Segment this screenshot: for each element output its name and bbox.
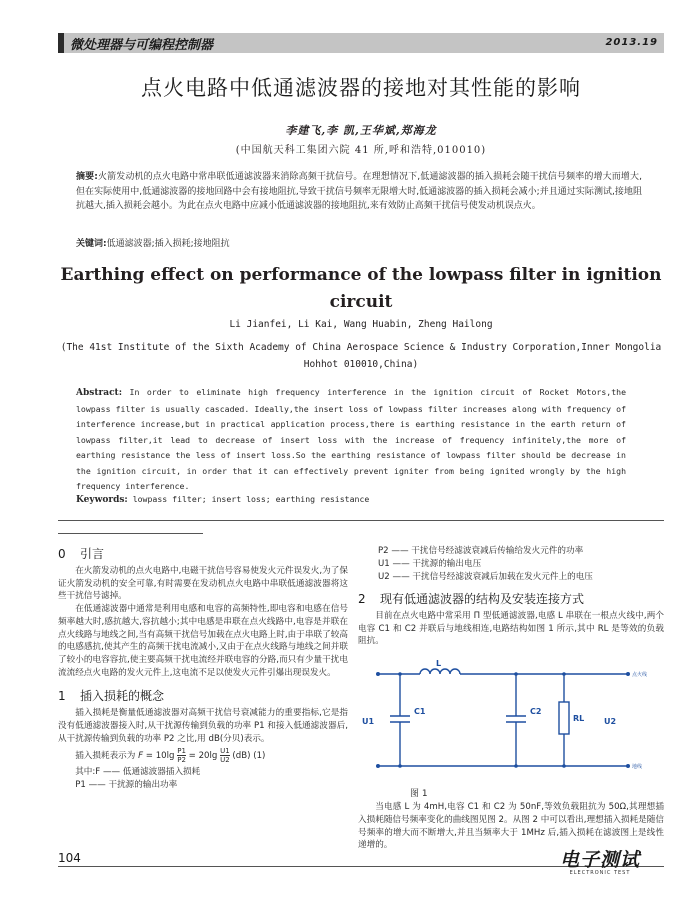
section-2-paragraph: 当电感 L 为 4mH,电容 C1 和 C2 为 50nF,等效负载阻抗为 50Ω,其理想插入损耗随信号频率变化的曲线图见图 2。从图 2 中可以看出,理想插入损耗是随信号频率的增大而不断增大,并且当频率大于 1MHz 后,插入损耗在滤波图上是线性递增的。	[358, 802, 664, 851]
load-resistor-label: RL	[573, 714, 585, 724]
definition-item: P2 —— 干扰信号经滤波衰减后传输给发火元件的功率	[378, 546, 584, 556]
keywords-cn	[76, 236, 642, 249]
ignition-line-label: 点火线	[632, 672, 648, 679]
section-1-number: 1	[58, 689, 66, 704]
inductor-label: L	[436, 659, 442, 669]
abstract-en-label: Abstract:	[76, 388, 123, 398]
capacitor-c1-label: C1	[414, 707, 426, 717]
logo-subtitle: ELECTRONIC TEST	[569, 870, 631, 876]
output-voltage-label: U2	[604, 717, 617, 727]
logo-title: 电子测试	[559, 849, 640, 871]
formula-unit: (dB)	[232, 751, 251, 762]
definition-item: U1 —— 干扰源的输出电压	[378, 559, 482, 569]
section-1-paragraph: 插入损耗是衡量低通滤波器对高频干扰信号衰减能力的重要指标,它是指没有低通滤波器接入时,从干扰源传输到负载的功率 P1 和接入低通滤波器后,从干扰源传输到负载的功率 P2 之比,用 dB(分贝)表示。	[58, 708, 348, 744]
junction-dot	[562, 672, 566, 676]
section-0-title: 引言	[80, 547, 105, 561]
abstract-cn-text: 火箭发动机的点火电路中常串联低通滤波器来消除高频干扰信号。在理想情况下,低通滤波器的插入损耗会随干扰信号频率的增大而增大,但在实际使用中,低通滤波器的接地回路中会有接地阻抗,导致干扰信号频率无限增大时,低通滤波器的插入损耗会减小;并且通过实际测试,接地阻抗越大,插入损耗会越小。为此在点火电路中应减小低通滤波器的接地阻抗,来有效防止高频干扰信号使发动机误点火。	[76, 172, 642, 211]
abstract-en	[76, 385, 626, 495]
definition-item: U2 —— 干扰信号经滤波衰减后加载在发火元件上的电压	[378, 572, 593, 582]
section-1-title: 插入损耗的概念	[80, 689, 165, 704]
keywords-cn-label: 关键词:	[76, 239, 107, 249]
affiliation-en: (The 41st Institute of the Sixth Academy of China Aerospace Science & Industry Corporation,Inner Mongolia Hohhot 010010,China)	[60, 342, 662, 370]
formula-f: F	[138, 751, 144, 762]
section-2-heading	[358, 590, 664, 607]
divider-rule	[58, 520, 664, 521]
circuit-diagram	[358, 654, 658, 782]
junction-dot	[514, 672, 518, 676]
section-0-paragraph: 在低通滤波器中通常是利用电感和电容的高频特性,即电容和电感在信号频率越大时,感抗越大,容抗越小;其中电感是串联在点火线路中,电容是并联在点火线路与地线之间,当有高频干扰信号加载在点火电路上时,由于串联了较高的电感感抗,使其产生的高频干扰电流减小,又由于在点火线路与地线之间并联了较小的电容容抗,使主要高频干扰电流经并联电容的分路,而只有少量干扰电流流经点火电路的发火元件上,这电流不足以使发火元件引爆出现误发火。	[58, 604, 348, 678]
terminal-dot	[626, 764, 630, 768]
formula-1: 插入损耗表示为 F = 10lg $\frac{P1}{P2}$ = 20lg $\frac{U1}{U2}$ (dB) (1)	[75, 747, 266, 765]
abstract-en-text: In order to eliminate high frequency interference in the ignition circuit of Rocket Motors,the lowpass filter is usually cascaded. Ideally,the insert loss of lowpass filter increases along with frequency of interference increase,but in practical application process,there is earthing resistance in the earth return of lowpass filter,it lead to decrease of insert loss with the increase of frequency infinitely,the more of earthing resistance the less of insert loss.So the earthing resistance of lowpass filter should be decrease in the ignition circuit, in order that it can effectively prevent igniter from being ignited wrongly by the high frequency interference.	[76, 387, 626, 491]
terminal-dot	[626, 672, 630, 676]
terminal-dot	[376, 764, 380, 768]
terminal-dot	[376, 672, 380, 676]
ground-line-label: 地线	[632, 764, 643, 771]
paper-title-en: Earthing effect on performance of the lowpass filter in ignition circuit	[60, 265, 662, 312]
section-0-number: 0	[58, 547, 66, 561]
column-rule	[58, 533, 203, 534]
definition-item: F —— 低通滤波器插入损耗	[95, 767, 201, 778]
junction-dot	[398, 764, 402, 768]
formula-lead: 插入损耗表示为	[75, 751, 136, 762]
header-stripe	[58, 33, 64, 53]
keywords-en	[76, 494, 626, 505]
capacitor-c2-label: C2	[530, 707, 542, 717]
where-prefix: 其中:	[75, 767, 96, 778]
journal-name: 微处理器与可编程控制器	[70, 38, 214, 53]
formula-p2: P2	[177, 756, 186, 765]
section-2-title: 现有低通滤波器的结构及安装连接方式	[380, 592, 585, 606]
section-0-heading	[58, 545, 348, 562]
left-column	[58, 545, 348, 792]
junction-dot	[562, 764, 566, 768]
keywords-cn-text: 低通滤波器;插入损耗;接地阻抗	[106, 239, 230, 249]
paper-title-cn: 点火电路中低通滤波器的接地对其性能的影响	[141, 76, 581, 100]
right-column	[358, 545, 664, 852]
section-1-heading	[58, 687, 348, 704]
definition-item: P1 —— 干扰源的输出功率	[75, 780, 178, 791]
figure-caption: 图 1	[410, 789, 428, 800]
affiliation-cn: (中国航天科工集团六院 41 所,呼和浩特,010010)	[235, 145, 487, 156]
journal-logo	[560, 845, 640, 876]
keywords-en-text: lowpass filter; insert loss; earthing resistance	[132, 494, 370, 504]
formula-u1: U1	[220, 747, 230, 756]
junction-dot	[514, 764, 518, 768]
formula-p1: P1	[177, 747, 186, 756]
authors-en: Li Jianfei, Li Kai, Wang Huabin, Zheng Hailong	[229, 319, 493, 330]
issue-number: 2013.19	[605, 37, 658, 48]
formula-u2: U2	[220, 756, 230, 765]
abstract-cn-label: 摘要:	[76, 172, 98, 182]
definition-list	[58, 766, 348, 791]
section-2-number: 2	[358, 592, 366, 606]
input-voltage-label: U1	[362, 717, 375, 727]
junction-dot	[398, 672, 402, 676]
section-2-paragraph: 目前在点火电路中常采用 Π 型低通滤波器,电感 L 串联在一根点火线中,两个电容 C1 和 C2 并联后与地线相连,电路结构如图 1 所示,其中 RL 是等效的负载阻抗。	[358, 611, 664, 647]
keywords-en-label: Keywords:	[76, 495, 128, 505]
section-0-paragraph: 在火箭发动机的点火电路中,电磁干扰信号容易使发火元件误发火,为了保证火箭发动机的安全可靠,有时需要在发动机点火电路中串联低通滤波器将这些干扰信号滤掉。	[58, 566, 348, 602]
authors-cn: 李建飞,李 凯,王华斌,郑海龙	[285, 124, 437, 137]
page-number: 104	[58, 851, 81, 865]
abstract-cn	[76, 170, 642, 214]
formula-number: (1)	[253, 751, 266, 762]
